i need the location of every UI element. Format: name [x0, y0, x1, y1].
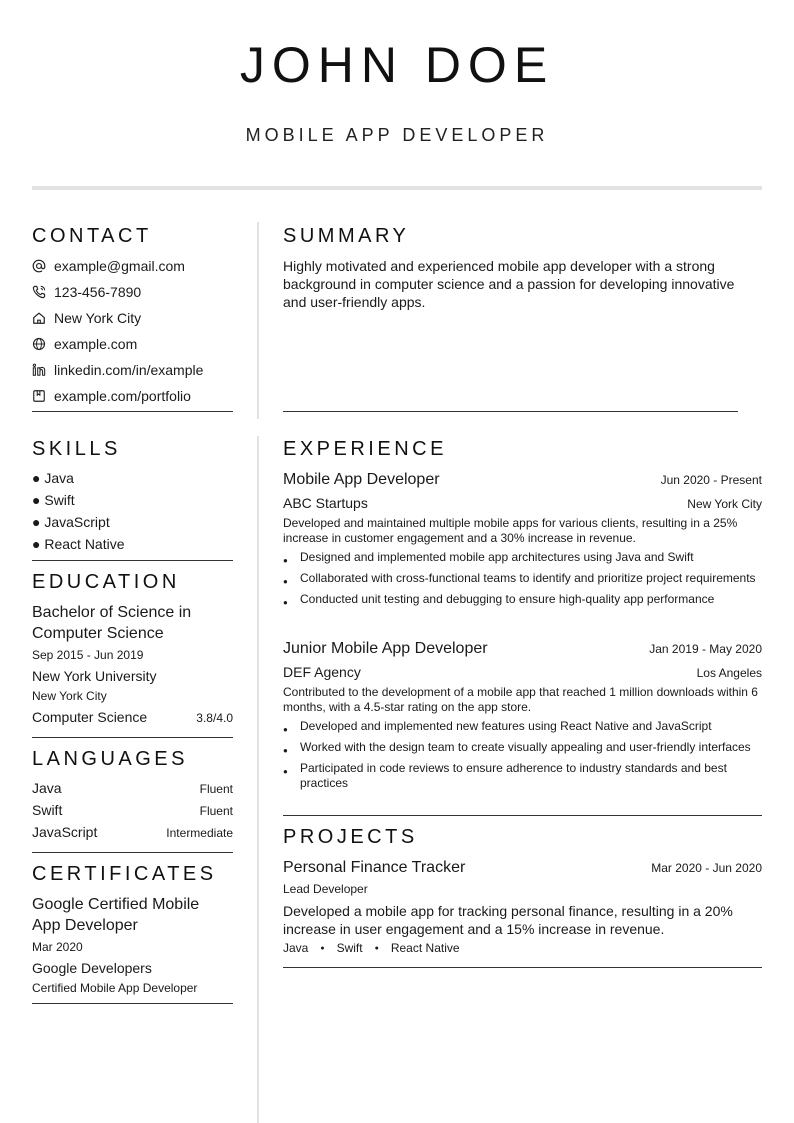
contact-phone[interactable] — [32, 282, 141, 302]
summary-heading: SUMMARY — [283, 225, 410, 247]
project-dates: Mar 2020 - Jun 2020 — [651, 861, 762, 875]
contact-website[interactable] — [32, 334, 137, 354]
education-location: New York City — [32, 689, 107, 703]
contact-website-text: example.com — [54, 336, 138, 352]
projects-divider — [283, 967, 762, 968]
project-tag: Java — [283, 941, 309, 955]
contact-divider — [32, 411, 233, 412]
education-degree: Bachelor of Science in Computer Science — [32, 604, 192, 642]
job-location: Los Angeles — [696, 666, 762, 680]
skill-item: ● JavaScript — [32, 514, 110, 530]
contact-portfolio-text: example.com/portfolio — [54, 388, 191, 404]
projects-heading: PROJECTS — [283, 826, 418, 848]
header-divider — [32, 186, 762, 190]
language-row — [32, 780, 233, 796]
experience-heading: EXPERIENCE — [283, 438, 447, 460]
job-company-row — [283, 664, 762, 680]
project-tag: React Native — [390, 941, 460, 955]
phone-icon — [32, 285, 46, 299]
job-bullets — [283, 719, 762, 797]
language-level: Fluent — [199, 804, 233, 818]
job-bullet: ● Developed and implemented new features using React Native and JavaScript — [283, 719, 762, 734]
job-bullets — [283, 550, 762, 613]
certificate-credential: Certified Mobile App Developer — [32, 981, 198, 995]
skill-item-label: React Native — [44, 536, 125, 552]
project-tags — [283, 941, 460, 955]
job-bullet: ● Participated in code reviews to ensure adherence to industry standards and best practices — [283, 761, 762, 791]
education-gpa: 3.8/4.0 — [196, 711, 233, 725]
job-company: DEF Agency — [283, 664, 361, 680]
languages-heading: LANGUAGES — [32, 748, 188, 770]
language-level: Intermediate — [166, 826, 233, 840]
experience-divider — [283, 815, 762, 816]
job-description: Developed and maintained multiple mobile apps for various clients, resulting in a 25% increase in customer engagement and a 30% increase in revenue. — [283, 516, 738, 545]
skill-item-label: Java — [44, 470, 74, 486]
language-row — [32, 802, 233, 818]
language-name: JavaScript — [32, 824, 98, 840]
contact-linkedin-text: linkedin.com/in/example — [54, 362, 204, 378]
job-header — [283, 471, 762, 489]
skill-item: ● Swift — [32, 492, 75, 508]
summary-text: Highly motivated and experienced mobile app developer with a strong background in computer science and a passion for developing innovative and user-friendly apps. — [283, 258, 735, 310]
job-bullet: ● Designed and implemented mobile app architectures using Java and Swift — [283, 550, 762, 565]
language-name: Java — [32, 780, 62, 796]
education-heading: EDUCATION — [32, 571, 180, 593]
skill-item-label: Swift — [44, 492, 75, 508]
job-title: Junior Mobile App Developer — [283, 640, 488, 657]
language-level: Fluent — [199, 782, 233, 796]
contact-email[interactable] — [32, 256, 185, 276]
education-field-row — [32, 709, 233, 725]
contact-email-text: example@gmail.com — [54, 258, 185, 274]
skill-item-label: JavaScript — [44, 514, 110, 530]
globe-icon — [32, 337, 46, 351]
certificates-heading: CERTIFICATES — [32, 863, 217, 885]
certificate-issuer: Google Developers — [32, 960, 152, 976]
skills-divider — [32, 560, 233, 561]
at-icon — [32, 259, 46, 273]
summary-divider — [283, 411, 738, 412]
job-company-row — [283, 495, 762, 511]
job-header — [283, 640, 762, 658]
project-description: Developed a mobile app for tracking personal finance, resulting in a 20% increase in user engagement and a 15% increase in revenue. — [283, 903, 733, 937]
job-bullet: ● Conducted unit testing and debugging to ensure high-quality app performance — [283, 592, 762, 607]
skills-heading: SKILLS — [32, 438, 121, 460]
job-dates: Jun 2020 - Present — [660, 473, 762, 487]
linkedin-icon — [32, 363, 46, 377]
tag-separator-dot: ● — [320, 944, 325, 952]
job-company: ABC Startups — [283, 495, 368, 511]
languages-divider — [32, 852, 233, 853]
project-header — [283, 859, 762, 877]
tag-separator-dot: ● — [374, 944, 379, 952]
home-icon — [32, 311, 46, 325]
education-divider — [32, 737, 233, 738]
education-school: New York University — [32, 668, 157, 684]
contact-phone-text: 123-456-7890 — [54, 284, 142, 300]
education-field: Computer Science — [32, 709, 148, 725]
project-name: Personal Finance Tracker — [283, 859, 466, 876]
language-name: Swift — [32, 802, 63, 818]
job-description: Contributed to the development of a mobile app that reached 1 million downloads within 6 months, with a 4.5-star rating on the app store. — [283, 685, 758, 714]
contact-heading: CONTACT — [32, 225, 152, 247]
contact-linkedin[interactable] — [32, 360, 203, 380]
skill-item: ● Java — [32, 470, 74, 486]
column-divider-top — [257, 222, 259, 419]
candidate-name: JOHN DOE — [239, 37, 555, 93]
contact-location-text: New York City — [54, 310, 142, 326]
certificate-date: Mar 2020 — [32, 940, 83, 954]
certificate-name: Google Certified Mobile App Developer — [32, 896, 200, 934]
portfolio-icon — [32, 389, 46, 403]
contact-location — [32, 308, 141, 328]
language-row — [32, 824, 233, 840]
skill-item: ● React Native — [32, 536, 125, 552]
column-divider-bottom — [257, 436, 259, 1123]
job-bullet: ● Worked with the design team to create visually appealing and user-friendly interfaces — [283, 740, 762, 755]
job-title: Mobile App Developer — [283, 471, 440, 488]
job-dates: Jan 2019 - May 2020 — [649, 642, 762, 656]
project-tag: Swift — [336, 941, 363, 955]
contact-portfolio[interactable] — [32, 386, 191, 406]
education-dates: Sep 2015 - Jun 2019 — [32, 648, 144, 662]
project-role: Lead Developer — [283, 882, 368, 896]
job-bullet: ● Collaborated with cross-functional teams to identify and prioritize project requirements — [283, 571, 762, 586]
job-location: New York City — [687, 497, 762, 511]
job-title: MOBILE APP DEVELOPER — [245, 125, 549, 145]
certificates-divider — [32, 1003, 233, 1004]
